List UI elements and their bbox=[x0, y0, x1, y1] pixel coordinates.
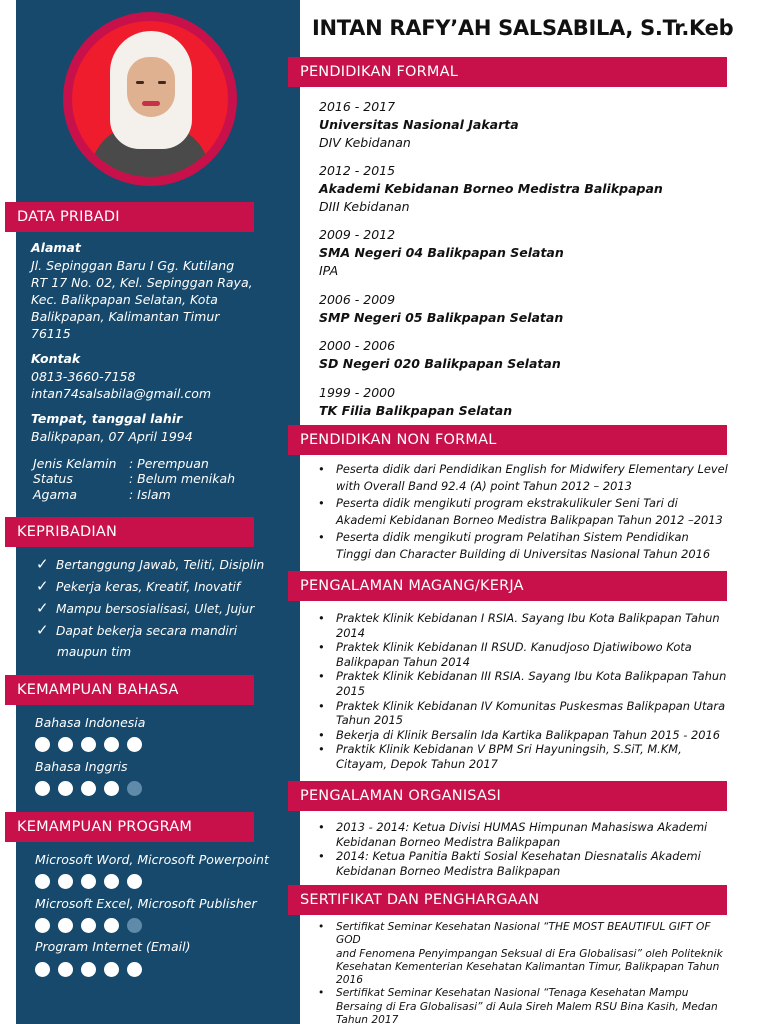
skill-name: Microsoft Excel, Microsoft Publisher bbox=[35, 896, 257, 911]
personality-item: ✓ Pekerja keras, Kreatif, Inovatif bbox=[36, 577, 241, 595]
list-item-line: • Praktek Klinik Kebidanan III RSIA. Sayang Ibu Kota Balikpapan Tahun bbox=[336, 669, 727, 684]
kontak-label: Kontak bbox=[31, 351, 81, 366]
rating-dot-filled bbox=[104, 874, 119, 889]
magang-list bbox=[318, 611, 738, 772]
edu-years: 2000 - 2006 bbox=[319, 338, 396, 353]
skill-name: Bahasa Indonesia bbox=[35, 715, 146, 730]
phone-number: 0813-3660-7158 bbox=[31, 369, 136, 384]
list-item-line: • 2014: Ketua Panitia Bakti Sosial Kesehatan Diesnatalis Akademi bbox=[336, 849, 701, 864]
list-item-line: • Peserta didik dari Pendidikan English for Midwifery Elementary Level bbox=[336, 462, 728, 476]
rating-dot-filled bbox=[127, 962, 142, 977]
rating-dot-filled bbox=[58, 874, 73, 889]
skill-name: Microsoft Word, Microsoft Powerpoint bbox=[35, 852, 269, 867]
rating-dot-filled bbox=[35, 962, 50, 977]
list-item-line: • Peserta didik mengikuti program ekstrakulikuler Seni Tari di bbox=[336, 496, 678, 510]
profile-photo bbox=[72, 21, 228, 177]
list-item bbox=[318, 699, 738, 728]
rating-dot-filled bbox=[81, 918, 96, 933]
list-item bbox=[318, 669, 738, 698]
list-item-line: Kebidanan Borneo Medistra Balikpapan bbox=[336, 863, 561, 878]
list-item-line: Kebidanan Borneo Medistra Balikpapan bbox=[336, 834, 561, 849]
rating-dot-filled bbox=[127, 737, 142, 752]
rating-dot-filled bbox=[104, 962, 119, 977]
edu-school: TK Filia Balikpapan Selatan bbox=[319, 403, 513, 418]
rating-dot-filled bbox=[81, 781, 96, 796]
list-item-line: with Overall Band 92.4 (A) point Tahun 2012 – 2013 bbox=[336, 479, 632, 493]
email-address: intan74salsabila@gmail.com bbox=[31, 386, 212, 401]
rating-dot-empty bbox=[127, 781, 142, 796]
alamat-line: Jl. Sepinggan Baru I Gg. Kutilang bbox=[31, 258, 235, 273]
list-item-line: • Sertifikat Seminar Kesehatan Nasional “Tenaga Kesehatan Mampu bbox=[336, 987, 689, 1000]
list-item-line: • Praktik Klinik Kebidanan V BPM Sri Hayuningsih, S.SiT, M.KM, bbox=[336, 742, 682, 757]
section-title-magang: PENGALAMAN MAGANG/KERJA bbox=[288, 571, 727, 601]
nonformal-list bbox=[318, 461, 738, 563]
alamat-line: RT 17 No. 02, Kel. Sepinggan Raya, bbox=[31, 275, 253, 290]
check-icon: ✓ bbox=[36, 577, 49, 595]
detail-key: Jenis Kelamin bbox=[33, 456, 117, 471]
detail-key: Status bbox=[33, 471, 73, 486]
rating-dot-filled bbox=[35, 918, 50, 933]
section-title-organisasi: PENGALAMAN ORGANISASI bbox=[288, 781, 727, 811]
list-item-line: Bersaing di Era Globalisasi” di Aula Sireh Malem RSU Bina Kasih, Medan bbox=[336, 1000, 718, 1013]
personality-item: ✓ Mampu bersosialisasi, Ulet, Jujur bbox=[36, 599, 255, 617]
check-icon: ✓ bbox=[36, 599, 49, 617]
organisasi-list bbox=[318, 820, 738, 878]
alamat-line: 76115 bbox=[31, 326, 71, 341]
section-title-data-pribadi: DATA PRIBADI bbox=[5, 202, 254, 232]
list-item-line: Kesehatan Kementerian Kesehatan Kalimantan Timur, Balikpapan Tahun bbox=[336, 960, 720, 973]
detail-value: : Belum menikah bbox=[129, 471, 236, 486]
alamat-line: Balikpapan, Kalimantan Timur bbox=[31, 309, 220, 324]
section-title-pendidikan-non-formal: PENDIDIKAN NON FORMAL bbox=[288, 425, 727, 455]
skill-name: Program Internet (Email) bbox=[35, 939, 191, 954]
list-item bbox=[318, 461, 738, 495]
section-title-program: KEMAMPUAN PROGRAM bbox=[5, 812, 254, 842]
rating-dot-empty bbox=[127, 918, 142, 933]
list-item bbox=[318, 640, 738, 669]
list-item-line: 2015 bbox=[336, 683, 365, 698]
list-item bbox=[318, 820, 738, 849]
list-item bbox=[318, 849, 738, 878]
alamat-label: Alamat bbox=[31, 240, 81, 255]
rating-dot-filled bbox=[35, 781, 50, 796]
list-item-line: Balikpapan Tahun 2014 bbox=[336, 654, 470, 669]
rating-dot-filled bbox=[35, 874, 50, 889]
rating-dot-filled bbox=[35, 737, 50, 752]
edu-school: SMA Negeri 04 Balikpapan Selatan bbox=[319, 245, 564, 260]
rating-dot-filled bbox=[58, 781, 73, 796]
list-item bbox=[318, 611, 738, 640]
alamat-line: Kec. Balikpapan Selatan, Kota bbox=[31, 292, 218, 307]
edu-school: SMP Negeri 05 Balikpapan Selatan bbox=[319, 310, 564, 325]
section-title-sertifikat: SERTIFIKAT DAN PENGHARGAAN bbox=[288, 885, 727, 915]
list-item bbox=[318, 987, 738, 1024]
person-name: INTAN RAFY’AH SALSABILA, S.Tr.Keb bbox=[312, 16, 734, 40]
edu-years: 2016 - 2017 bbox=[319, 99, 396, 114]
list-item-line: 2014 bbox=[336, 625, 365, 640]
rating-dot-filled bbox=[58, 737, 73, 752]
edu-degree: DIV Kebidanan bbox=[319, 135, 411, 150]
list-item-line: Tahun 2015 bbox=[336, 713, 404, 728]
edu-school: Universitas Nasional Jakarta bbox=[319, 117, 519, 132]
section-title-pendidikan-formal: PENDIDIKAN FORMAL bbox=[288, 57, 727, 87]
list-item bbox=[318, 529, 738, 563]
list-item-line: • Praktek Klinik Kebidanan II RSUD. Kanudjoso Djatiwibowo Kota bbox=[336, 640, 692, 655]
skill-name: Bahasa Inggris bbox=[35, 759, 128, 774]
rating-dot-filled bbox=[127, 874, 142, 889]
list-item-line: 2016 bbox=[336, 974, 363, 987]
edu-years: 2012 - 2015 bbox=[319, 163, 396, 178]
list-item-line: and Fenomena Penyimpangan Seksual di Era Globalisasi” oleh Politeknik bbox=[336, 947, 723, 960]
edu-years: 2009 - 2012 bbox=[319, 227, 396, 242]
rating-dot-filled bbox=[58, 918, 73, 933]
section-title-kepribadian: KEPRIBADIAN bbox=[5, 517, 254, 547]
ttl-label: Tempat, tanggal lahir bbox=[31, 411, 183, 426]
alamat-block bbox=[31, 257, 291, 342]
rating-dot-filled bbox=[81, 737, 96, 752]
list-item-line: • Praktek Klinik Kebidanan I RSIA. Sayang Ibu Kota Balikpapan Tahun bbox=[336, 611, 720, 625]
rating-dot-filled bbox=[81, 962, 96, 977]
detail-key: Agama bbox=[33, 487, 77, 502]
edu-years: 2006 - 2009 bbox=[319, 292, 396, 307]
list-item-line: Tinggi dan Character Building di Universitas Nasional Tahun 2016 bbox=[336, 547, 711, 561]
edu-school: Akademi Kebidanan Borneo Medistra Balikpapan bbox=[319, 181, 663, 196]
list-item-line: • Peserta didik mengikuti program Pelatihan Sistem Pendidikan bbox=[336, 530, 689, 544]
list-item-line: • 2013 - 2014: Ketua Divisi HUMAS Himpunan Mahasiswa Akademi bbox=[336, 820, 708, 834]
section-title-bahasa: KEMAMPUAN BAHASA bbox=[5, 675, 254, 705]
list-item-line: Citayam, Depok Tahun 2017 bbox=[336, 756, 498, 771]
list-item bbox=[318, 742, 738, 771]
personality-item: ✓ Bertanggung Jawab, Teliti, Disiplin bbox=[36, 555, 265, 573]
personality-item-continuation: maupun tim bbox=[57, 645, 132, 659]
rating-dot-filled bbox=[81, 874, 96, 889]
list-item-line: • Sertifikat Seminar Kesehatan Nasional “THE MOST BEAUTIFUL GIFT OF GOD bbox=[336, 921, 711, 947]
edu-degree: DIII Kebidanan bbox=[319, 199, 410, 214]
sertifikat-list bbox=[318, 921, 738, 1024]
ttl-value: Balikpapan, 07 April 1994 bbox=[31, 429, 193, 444]
list-item-line: • Praktek Klinik Kebidanan IV Komunitas Puskesmas Balikpapan Utara bbox=[336, 698, 726, 713]
list-item-line: • Bekerja di Klinik Bersalin Ida Kartika Balikpapan Tahun 2015 - 2016 bbox=[336, 727, 720, 742]
rating-dot-filled bbox=[58, 962, 73, 977]
list-item-line: Akademi Kebidanan Borneo Medistra Balikpapan Tahun 2012 –2013 bbox=[336, 513, 723, 527]
detail-value: : Islam bbox=[129, 487, 171, 502]
list-item-line: Tahun 2017 bbox=[336, 1014, 399, 1024]
list-item bbox=[318, 728, 738, 743]
rating-dot-filled bbox=[104, 737, 119, 752]
edu-school: SD Negeri 020 Balikpapan Selatan bbox=[319, 356, 561, 371]
list-item bbox=[318, 921, 738, 987]
edu-degree: IPA bbox=[319, 263, 339, 278]
personality-item: ✓ Dapat bekerja secara mandiri bbox=[36, 621, 238, 639]
check-icon: ✓ bbox=[36, 621, 49, 639]
edu-years: 1999 - 2000 bbox=[319, 385, 396, 400]
list-item bbox=[318, 495, 738, 529]
rating-dot-filled bbox=[104, 918, 119, 933]
rating-dot-filled bbox=[104, 781, 119, 796]
detail-value: : Perempuan bbox=[129, 456, 209, 471]
check-icon: ✓ bbox=[36, 555, 49, 573]
